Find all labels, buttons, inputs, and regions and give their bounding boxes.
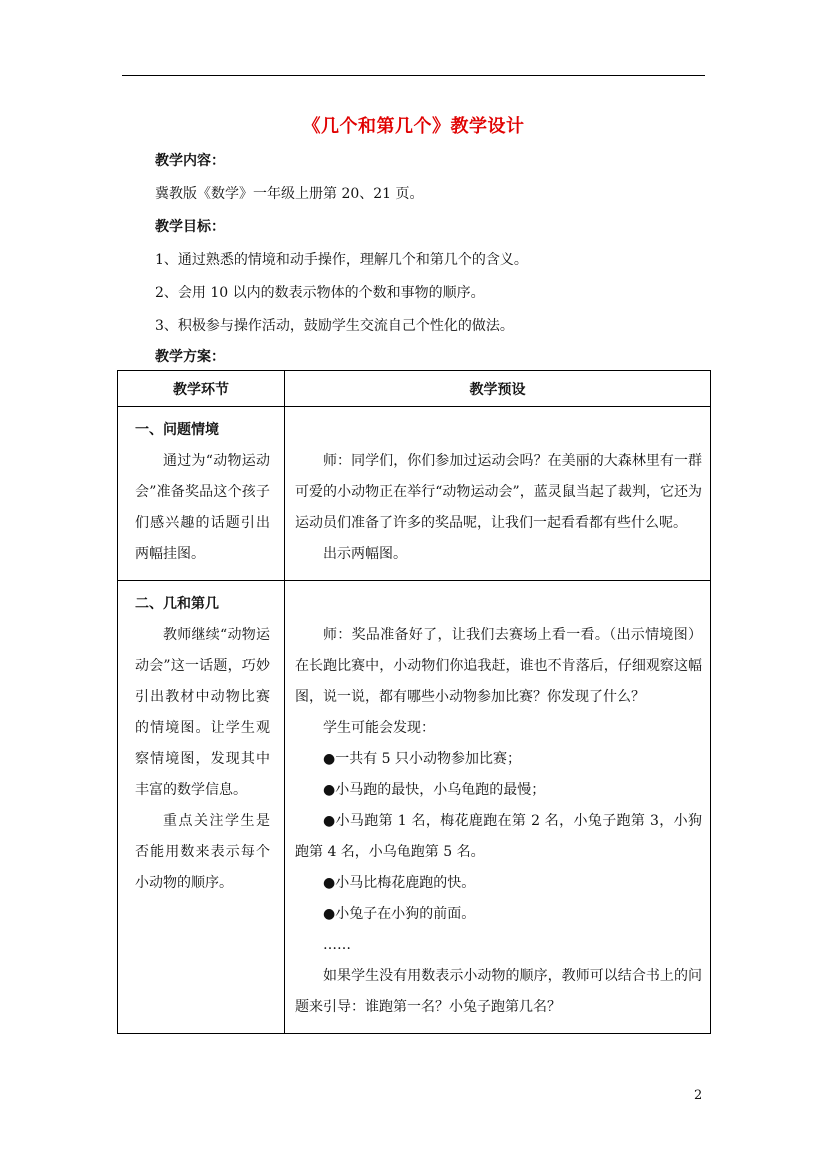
table-header-row xyxy=(118,371,711,407)
preset-paragraph: 师：同学们，你们参加过运动会吗？在美丽的大森林里有一群可爱的小动物正在举行“动物运动会”，蓝灵鼠当起了裁判，它还为运动员们准备了许多的奖品呢，让我们一起看看都有些什么呢。 xyxy=(295,453,702,531)
goals-heading: 教学目标： xyxy=(155,219,225,235)
preset-cell xyxy=(285,581,711,1034)
preset-bullet: ●小兔子在小狗的前面。 xyxy=(323,906,476,922)
goal-item: 3、积极参与操作活动，鼓励学生交流自己个性化的做法。 xyxy=(155,318,514,334)
preset-bullet: ●小马比梅花鹿跑的快。 xyxy=(323,875,476,891)
stage-description: 重点关注学生是否能用数来表示每个小动物的顺序。 xyxy=(135,813,270,891)
stage-cell xyxy=(118,407,285,581)
preset-bullet: ●一共有 5 只小动物参加比赛； xyxy=(323,751,522,767)
stage-description: 教师继续“动物运动会”这一话题，巧妙引出教材中动物比赛的情境图。让学生观察情境图，发现其中丰富的数学信息。 xyxy=(135,627,270,798)
stage-cell xyxy=(118,581,285,1034)
plan-heading: 教学方案： xyxy=(155,349,225,365)
column-header-stage: 教学环节 xyxy=(118,371,285,407)
preset-bullet: ●小马跑第 1 名，梅花鹿跑在第 2 名，小兔子跑第 3，小狗跑第 4 名，小乌龟跑第 5 名。 xyxy=(295,813,702,860)
content-text: 冀教版《数学》一年级上册第 20、21 页。 xyxy=(155,186,424,202)
stage-title: 一、问题情境 xyxy=(135,422,219,438)
table-row xyxy=(118,581,711,1034)
preset-paragraph: 学生可能会发现： xyxy=(323,720,435,736)
preset-paragraph: 如果学生没有用数表示小动物的顺序，教师可以结合书上的问题来引导：谁跑第一名？小兔子跑第几名？ xyxy=(295,968,702,1015)
stage-description: 通过为“动物运动会”准备奖品这个孩子们感兴趣的话题引出两幅挂图。 xyxy=(135,453,270,562)
content-heading: 教学内容： xyxy=(155,153,225,169)
preset-paragraph: 出示两幅图。 xyxy=(323,546,407,562)
header-rule xyxy=(122,75,705,76)
stage-title: 二、几和第几 xyxy=(135,596,219,612)
preset-ellipsis: …… xyxy=(323,937,351,953)
column-header-preset: 教学预设 xyxy=(285,371,711,407)
preset-cell xyxy=(285,407,711,581)
page-number: 2 xyxy=(694,1088,703,1103)
preset-paragraph: 师：奖品准备好了，让我们去赛场上看一看。（出示情境图）在长跑比赛中，小动物们你追我赶，谁也不肯落后，仔细观察这幅图，说一说，都有哪些小动物参加比赛？你发现了什么？ xyxy=(295,627,702,705)
goal-item: 2、会用 10 以内的数表示物体的个数和事物的顺序。 xyxy=(155,285,485,301)
goal-item: 1、通过熟悉的情境和动手操作，理解几个和第几个的含义。 xyxy=(155,252,528,268)
plan-table xyxy=(117,370,711,1034)
preset-bullet: ●小马跑的最快，小乌龟跑的最慢； xyxy=(323,782,546,798)
document-title: 《几个和第几个》教学设计 xyxy=(302,116,525,137)
table-row xyxy=(118,407,711,581)
